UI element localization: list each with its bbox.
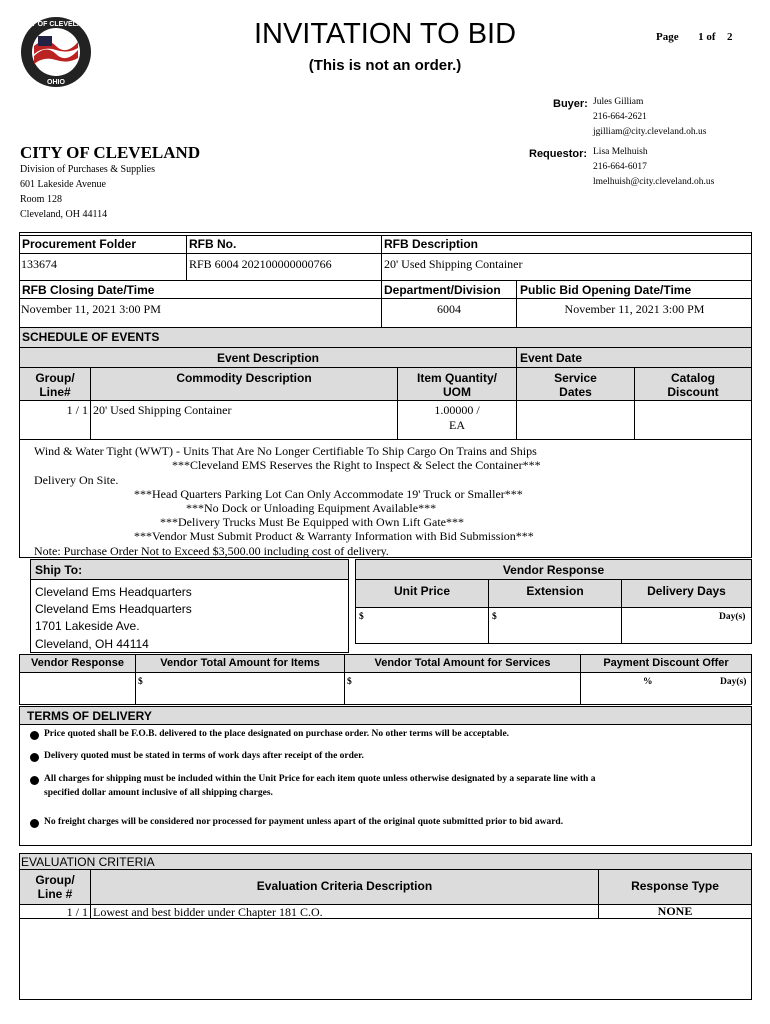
total-items-input[interactable]: $	[138, 677, 143, 687]
procurement-folder-label: Procurement Folder	[22, 237, 137, 251]
discount-days-input[interactable]: Day(s)	[720, 677, 747, 687]
terms-title: TERMS OF DELIVERY	[27, 709, 152, 723]
note-line-1: Wind & Water Tight (WWT) - Units That Are No Longer Certifiable To Ship Cargo On Trains and Ships	[34, 444, 537, 458]
ship-to-line-3: 1701 Lakeside Ave.	[35, 619, 140, 633]
item-row-quantity: 1.00000 / EA	[434, 403, 480, 432]
extension-label: Extension	[526, 584, 584, 598]
response-type-label: Response Type	[631, 879, 719, 893]
buyer-email[interactable]: jgilliam@city.cleveland.oh.us	[593, 127, 707, 137]
requestor-name: Lisa Melhuish	[593, 147, 648, 157]
document-title: INVITATION TO BID	[253, 18, 517, 50]
bullet-icon	[30, 753, 39, 762]
commodity-description-label: Commodity Description	[176, 371, 312, 385]
bid-opening-label: Public Bid Opening Date/Time	[520, 283, 692, 297]
rfb-no-label: RFB No.	[189, 237, 237, 251]
total-services-input[interactable]: $	[347, 677, 352, 687]
event-description-label: Event Description	[216, 351, 320, 365]
vendor-response-label: Vendor Response	[502, 563, 605, 577]
payment-discount-label: Payment Discount Offer	[603, 657, 729, 669]
rfb-description-value: 20' Used Shipping Container	[384, 257, 523, 271]
page-of: of	[706, 31, 716, 43]
term-3b: specified dollar amount inclusive of all shipping charges.	[44, 788, 273, 798]
note-line-2: ***Cleveland EMS Reserves the Right to Inspect & Select the Container***	[172, 458, 541, 472]
page-number: 1	[698, 31, 704, 43]
service-dates-label: Service Dates	[554, 371, 597, 399]
unit-price-input[interactable]: $	[359, 612, 364, 622]
schedule-title: SCHEDULE OF EVENTS	[22, 330, 160, 344]
buyer-label: Buyer:	[553, 98, 588, 110]
department-label: Department/Division	[384, 283, 501, 297]
rfb-description-label: RFB Description	[384, 237, 479, 251]
org-division: Division of Purchases & Supplies	[20, 164, 155, 175]
buyer-phone: 216-664-2621	[593, 112, 647, 122]
closing-date-label: RFB Closing Date/Time	[22, 283, 155, 297]
note-line-3: Delivery On Site.	[34, 473, 119, 487]
item-row-description: 20' Used Shipping Container	[93, 403, 232, 417]
delivery-days-input[interactable]: Day(s)	[719, 612, 746, 622]
ship-to-line-1: Cleveland Ems Headquarters	[35, 585, 192, 599]
org-room: Room 128	[20, 194, 62, 205]
note-line-5: ***No Dock or Unloading Equipment Available***	[186, 501, 437, 515]
ship-to-line-2: Cleveland Ems Headquarters	[35, 602, 192, 616]
closing-date-value: November 11, 2021 3:00 PM	[21, 302, 161, 316]
requestor-label: Requestor:	[529, 148, 588, 160]
term-2: Delivery quoted must be stated in terms of work days after receipt of the order.	[44, 751, 364, 761]
discount-percent-input[interactable]: %	[643, 677, 653, 687]
item-row-group: 1 / 1	[66, 403, 88, 417]
ship-to-line-4: Cleveland, OH 44114	[35, 637, 149, 651]
note-line-6: ***Delivery Trucks Must Be Equipped with Own Lift Gate***	[160, 515, 464, 529]
rfb-no-value: RFB 6004 202100000000766	[189, 257, 332, 271]
evaluation-group-label: Group/ Line #	[35, 873, 75, 901]
department-value: 6004	[437, 302, 461, 316]
term-4: No freight charges will be considered nor processed for payment unless apart of the original quote submitted prior to bid award.	[44, 817, 564, 827]
totals-vendor-response-label: Vendor Response	[31, 657, 124, 669]
requestor-email[interactable]: lmelhuish@city.cleveland.oh.us	[593, 177, 715, 187]
evaluation-row-description: Lowest and best bidder under Chapter 181 C.O.	[93, 905, 323, 919]
org-city: Cleveland, OH 44114	[20, 209, 108, 220]
unit-price-label: Unit Price	[393, 584, 450, 598]
term-3a: All charges for shipping must be included within the Unit Price for each item quote unless otherwise designated by a separate line with a	[44, 774, 596, 784]
bullet-icon	[30, 731, 39, 740]
bid-opening-value: November 11, 2021 3:00 PM	[564, 302, 705, 316]
requestor-phone: 216-664-6017	[593, 162, 647, 172]
svg-text:OHIO: OHIO	[47, 79, 65, 86]
page-label: Page	[656, 31, 679, 43]
event-date-label: Event Date	[520, 351, 583, 365]
org-name: CITY OF CLEVELAND	[20, 143, 201, 162]
bullet-icon	[30, 819, 39, 828]
items-group-label: Group/ Line#	[35, 371, 75, 399]
evaluation-row-response: NONE	[657, 904, 693, 918]
bullet-icon	[30, 776, 39, 785]
delivery-days-label: Delivery Days	[647, 584, 726, 598]
procurement-folder-value: 133674	[21, 257, 57, 271]
buyer-name: Jules Gilliam	[593, 97, 644, 107]
total-items-label: Vendor Total Amount for Items	[160, 657, 320, 669]
evaluation-description-label: Evaluation Criteria Description	[256, 879, 433, 893]
extension-input[interactable]: $	[492, 612, 497, 622]
note-line-4: ***Head Quarters Parking Lot Can Only Accommodate 19' Truck or Smaller***	[134, 487, 523, 501]
page-indicator	[656, 31, 733, 43]
document-subtitle: (This is not an order.)	[308, 57, 462, 74]
total-services-label: Vendor Total Amount for Services	[374, 657, 551, 669]
catalog-discount-label: Catalog Discount	[667, 371, 719, 399]
svg-text:CITY OF CLEVELAND: CITY OF CLEVELAND	[20, 21, 92, 28]
org-address: 601 Lakeside Avenue	[20, 179, 106, 190]
term-1: Price quoted shall be F.O.B. delivered to the place designated on purchase order. No other terms will be acceptable.	[44, 729, 510, 739]
city-seal	[20, 16, 92, 88]
item-quantity-label: Item Quantity/ UOM	[416, 371, 497, 399]
note-line-8: Note: Purchase Order Not to Exceed $3,500.00 including cost of delivery.	[34, 544, 389, 558]
evaluation-row-group: 1 / 1	[66, 905, 88, 919]
evaluation-title: EVALUATION CRITERIA	[21, 855, 155, 869]
page-total: 2	[727, 31, 733, 43]
ship-to-label: Ship To:	[35, 563, 83, 577]
note-line-7: ***Vendor Must Submit Product & Warranty Information with Bid Submission***	[134, 529, 534, 543]
